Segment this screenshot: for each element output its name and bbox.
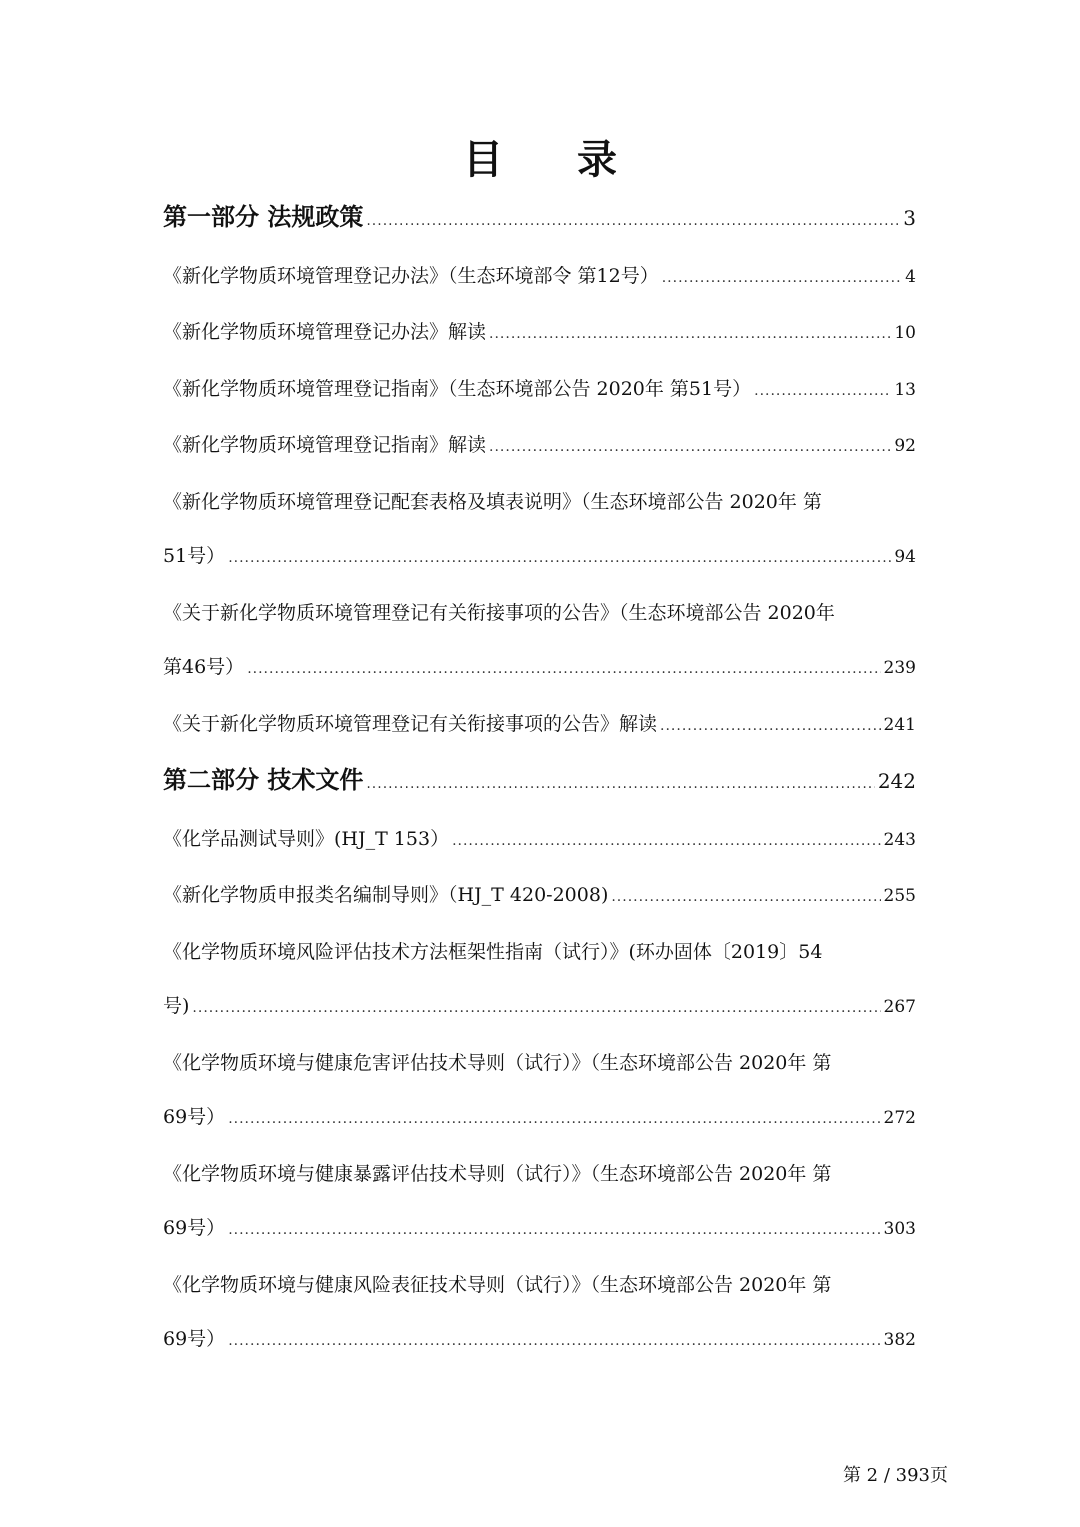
toc-leader-dots — [452, 814, 880, 869]
toc-entry-title: 《新化学物质环境管理登记指南》解读 — [163, 434, 487, 456]
toc-page-number: 94 — [894, 547, 916, 567]
toc-entry-title: 《新化学物质环境管理登记办法》解读 — [163, 321, 487, 343]
toc-entry-title-line1: 《关于新化学物质环境管理登记有关衔接事项的公告》（生态环境部公告 2020年 — [163, 601, 835, 624]
toc-entry-title: 69号） — [163, 1328, 226, 1350]
toc-page-number: 267 — [883, 997, 916, 1017]
toc-page-number: 3 — [903, 206, 916, 230]
toc-entry[interactable] — [163, 362, 916, 419]
toc-entry[interactable] — [163, 1258, 916, 1369]
toc-leader-dots — [611, 870, 880, 925]
toc-entry[interactable] — [163, 1147, 916, 1258]
toc-section-2[interactable] — [163, 753, 916, 812]
toc-entry[interactable] — [163, 586, 916, 697]
table-of-contents — [163, 190, 916, 1369]
page-title: 目 录 — [463, 137, 647, 183]
toc-entry-title: 《新化学物质申报类名编制导则》（HJ_T 420-2008) — [163, 884, 609, 906]
toc-entry-title: 第二部分 技术文件 — [163, 766, 364, 794]
toc-entry[interactable] — [163, 925, 916, 1036]
toc-entry-title-line1: 《化学物质环境风险评估技术方法框架性指南（试行）》(环办固体〔2019〕54 — [163, 940, 823, 963]
toc-entry-title: 69号） — [163, 1217, 226, 1239]
toc-page-number: 242 — [877, 769, 916, 793]
toc-entry-title-line1: 《化学物质环境与健康风险表征技术导则（试行）》（生态环境部公告 2020年 第 — [163, 1273, 832, 1296]
toc-entry-title: 第一部分 法规政策 — [163, 203, 364, 231]
toc-leader-dots — [228, 1092, 880, 1147]
toc-entry[interactable] — [163, 868, 916, 925]
toc-page-number: 92 — [894, 436, 916, 456]
toc-leader-dots — [662, 251, 902, 306]
toc-entry[interactable] — [163, 249, 916, 306]
toc-leader-dots — [489, 307, 891, 362]
toc-leader-dots — [192, 981, 880, 1036]
toc-entry[interactable] — [163, 812, 916, 869]
toc-page-number: 382 — [883, 1330, 916, 1350]
toc-entry[interactable] — [163, 418, 916, 475]
toc-page-number: 303 — [883, 1219, 916, 1239]
toc-leader-dots — [366, 757, 874, 812]
toc-leader-dots — [366, 194, 900, 249]
toc-entry-title: 《新化学物质环境管理登记办法》（生态环境部令 第12号） — [163, 264, 659, 287]
toc-entry[interactable] — [163, 475, 916, 586]
toc-entry-title: 《新化学物质环境管理登记指南》（生态环境部公告 2020年 第51号） — [163, 377, 752, 400]
toc-entry-title: 51号） — [163, 545, 226, 567]
toc-leader-dots — [754, 364, 891, 419]
toc-leader-dots — [660, 699, 881, 754]
toc-leader-dots — [228, 1203, 880, 1258]
toc-entry-title-line1: 《化学物质环境与健康暴露评估技术导则（试行）》（生态环境部公告 2020年 第 — [163, 1162, 832, 1185]
toc-entry[interactable] — [163, 1036, 916, 1147]
toc-page-number: 255 — [883, 886, 916, 906]
toc-page-number: 13 — [894, 379, 916, 400]
toc-page-number: 239 — [883, 658, 916, 678]
toc-page-number: 10 — [894, 323, 916, 343]
toc-entry[interactable] — [163, 697, 916, 754]
page-footer: 第 2 / 393页 — [842, 1465, 948, 1486]
toc-leader-dots — [228, 1314, 880, 1369]
toc-entry-title: 《化学品测试导则》(HJ_T 153） — [163, 827, 450, 850]
toc-page-number: 4 — [905, 266, 916, 287]
toc-page-number: 272 — [883, 1108, 916, 1128]
toc-leader-dots — [489, 420, 891, 475]
toc-entry[interactable] — [163, 305, 916, 362]
toc-page-number: 243 — [883, 829, 916, 850]
toc-page-number: 241 — [883, 714, 916, 735]
toc-leader-dots — [247, 642, 880, 697]
toc-entry-title: 69号） — [163, 1106, 226, 1128]
toc-leader-dots — [228, 531, 891, 586]
toc-entry-title: 第46号） — [163, 656, 245, 678]
toc-section-1[interactable] — [163, 190, 916, 249]
toc-entry-title-line1: 《化学物质环境与健康危害评估技术导则（试行）》（生态环境部公告 2020年 第 — [163, 1051, 832, 1074]
toc-entry-title: 《关于新化学物质环境管理登记有关衔接事项的公告》解读 — [163, 712, 658, 735]
toc-entry-title-line1: 《新化学物质环境管理登记配套表格及填表说明》（生态环境部公告 2020年 第 — [163, 490, 822, 513]
toc-entry-title: 号) — [163, 995, 190, 1017]
